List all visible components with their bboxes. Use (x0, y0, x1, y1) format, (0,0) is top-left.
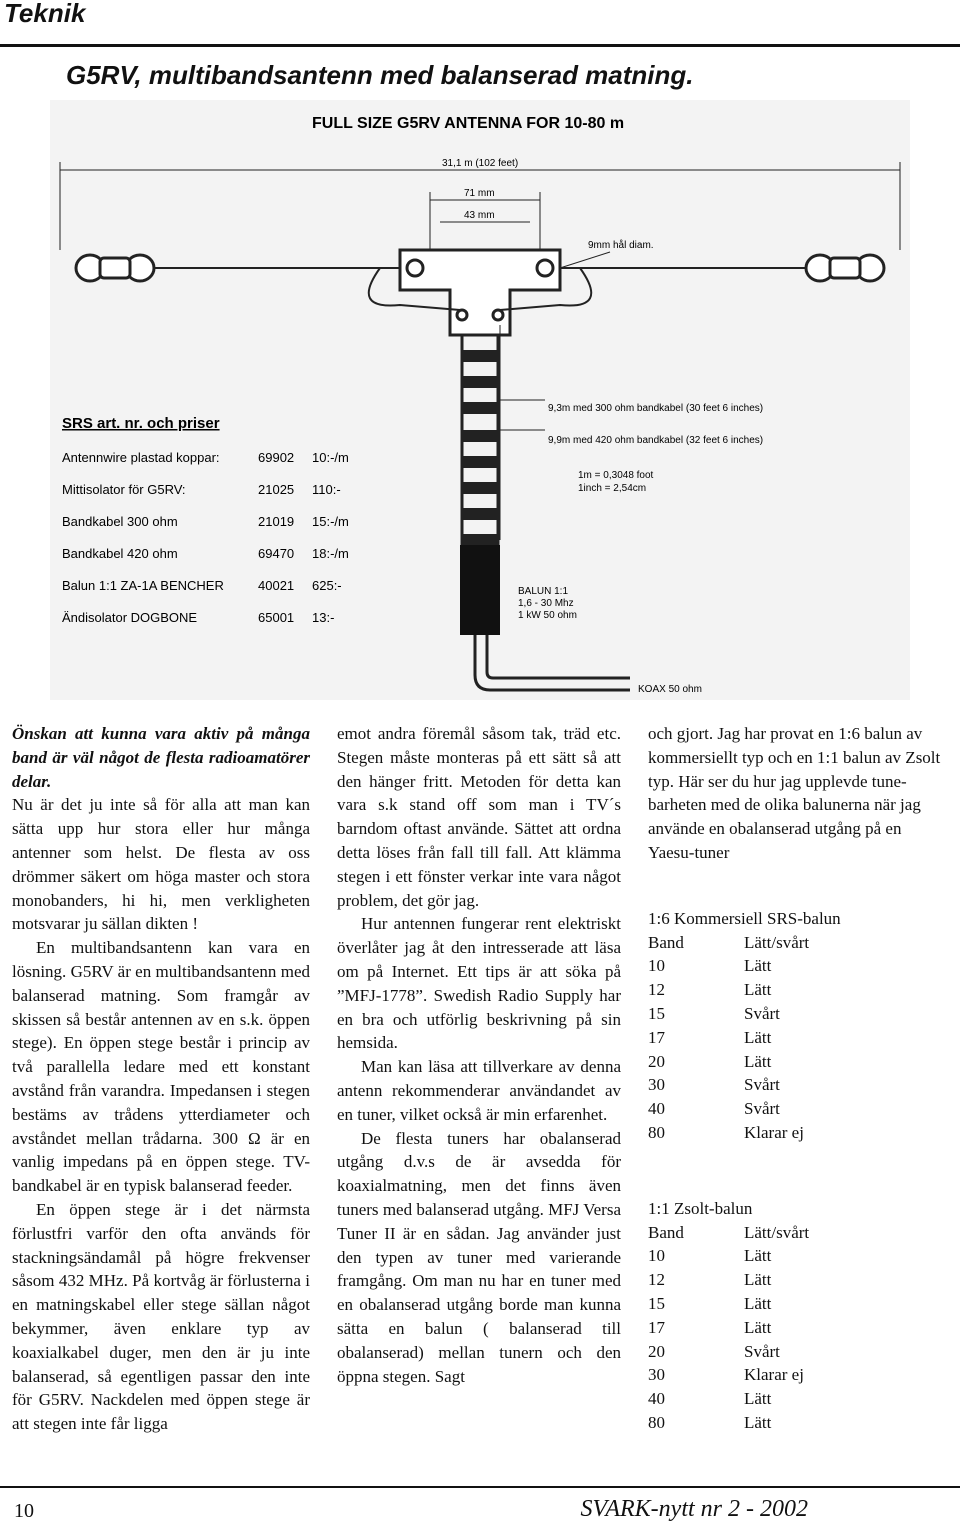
table-row (648, 1026, 809, 1050)
price-item: Bandkabel 300 ohm (62, 514, 178, 529)
table-title: 1:1 Zsolt-balun (648, 1198, 753, 1218)
paragraph: De flesta tuners har obalanserad utgång d.v.s de är avsedda för koaxialmatning, men det finns även tuners med balanserad utgång. MFJ Versa Tuner II är en sådan. Jag använder just den typen av tuner med varierande framgång. Om man nu har en tuner med en obalanserad utgång borde man kunna sätta en balun ( balanserad till obalanserad) mellan tunern och den öppna stegen. Sagt (337, 1128, 621, 1386)
band-cell: 40 (648, 1389, 665, 1409)
band-cell: 17 (648, 1317, 665, 1337)
price-nr: 40021 (258, 578, 295, 593)
price-value: 13:- (312, 610, 335, 625)
band-cell: 10 (648, 1246, 665, 1266)
band-cell: 20 (648, 1341, 665, 1361)
diagram-title: FULL SIZE G5RV ANTENNA FOR 10-80 m (312, 115, 625, 132)
header-rule (0, 44, 960, 47)
paragraph: Man kan läsa att tillverkare av denna antenn rekommenderar användandet av en tuner, vilket också är min erfarenhet. (337, 1057, 621, 1124)
table-row (648, 1097, 809, 1121)
table-row (648, 1050, 809, 1074)
dim-71: 71 mm (464, 188, 495, 199)
price-nr: 21019 (258, 514, 295, 529)
balun-label-3: 1 kW 50 ohm (518, 610, 577, 621)
table-row (648, 1363, 809, 1387)
section-header: Teknik (4, 0, 86, 28)
band-cell: 30 (648, 1075, 665, 1095)
price-item: Antennwire plastad koppar: (62, 450, 220, 465)
result-cell: Lätt (744, 956, 772, 976)
price-item: Ändisolator DOGBONE (62, 610, 198, 625)
table-row (648, 1121, 809, 1145)
result-cell: Lätt (744, 1270, 772, 1290)
price-value: 110:- (312, 482, 341, 497)
table-row (648, 1002, 809, 1026)
koax-label: KOAX 50 ohm (638, 684, 702, 695)
balun-table-2 (648, 1221, 809, 1435)
column-2 (337, 722, 621, 1388)
price-item: Mittisolator för G5RV: (62, 482, 186, 497)
band-cell: 30 (648, 1365, 665, 1385)
conversion-foot: 1m = 0,3048 foot (578, 470, 654, 481)
header-cell: Lätt/svårt (744, 932, 810, 952)
band-cell: 12 (648, 980, 665, 1000)
result-cell: Lätt (744, 1051, 772, 1071)
table-row (648, 1340, 809, 1364)
table-row (648, 954, 809, 978)
paragraph: En öppen stege är i det närmsta förlustfri varför den ofta används för stackningsändamål på högre frekvenser såsom 432 MHz. På kortvåg är förlusterna i en matningskabel eller stege sällan något bekymmer, även enklare typ av koaxialkabel duger, men den är ju inte balanserad, så egentligen passar den inte för G5RV. Nackdelen med öppen stege är att stegen inte får ligga (12, 1199, 310, 1434)
balun-label-2: 1,6 - 30 Mhz (518, 598, 574, 609)
band-cell: 80 (648, 1122, 665, 1142)
result-cell: Lätt (744, 1317, 772, 1337)
table-row (648, 1268, 809, 1292)
dim-total: 31,1 m (102 feet) (442, 158, 519, 169)
paragraph: och gjort. Jag har provat en 1:6 balun av kommersiellt typ och en 1:1 balun av Zsolt typ. Här ser du hur jag upplevde tune-barheten med de olika balunerna när jag använde en obalanserad utgång på en Yaesu-tuner (648, 724, 941, 862)
prices-title: SRS art. nr. och priser (62, 415, 220, 432)
band-cell: 12 (648, 1270, 665, 1290)
result-cell: Lätt (744, 1412, 772, 1432)
price-value: 18:-/m (312, 546, 349, 561)
price-nr: 21025 (258, 482, 295, 497)
article-title: G5RV, multibandsantenn med balanserad matning. (66, 60, 694, 90)
table-row (648, 1292, 809, 1316)
conversion-inch: 1inch = 2,54cm (578, 483, 647, 494)
dim-43: 43 mm (464, 210, 495, 221)
header-cell: Band (648, 932, 684, 952)
ladder-420-label: 9,9m med 420 ohm bandkabel (32 feet 6 inches) (548, 435, 764, 446)
result-cell: Klarar ej (744, 1122, 804, 1142)
table-row (648, 1411, 809, 1435)
result-cell: Lätt (744, 980, 772, 1000)
price-nr: 69902 (258, 450, 295, 465)
header-cell: Lätt/svårt (744, 1222, 810, 1242)
price-nr: 65001 (258, 610, 295, 625)
result-cell: Svårt (744, 1075, 780, 1095)
result-cell: Lätt (744, 1293, 772, 1313)
band-cell: 17 (648, 1027, 665, 1047)
paragraph: En multibandsantenn kan vara en lösning. G5RV är en multibandsantenn med balanserad matning. Som framgår av skissen så består antennen av en s.k. öppen stege). En öppen stege består i princip av två parallella ledare med ett konstant avstånd från varandra. Impedansen i stegen bestäms av trådens ytterdiameter och avståndet mellan trådarna. 300 Ω är en vanlig impedans på en öppen stege. TV-bandkabel är en typisk balanserad feeder. (12, 938, 310, 1196)
band-cell: 80 (648, 1412, 665, 1432)
band-cell: 15 (648, 1293, 665, 1313)
magazine-issue: SVARK-nytt nr 2 - 2002 (580, 1496, 808, 1522)
band-cell: 15 (648, 1003, 665, 1023)
price-value: 10:-/m (312, 450, 349, 465)
table-row (648, 978, 809, 1002)
price-item: Balun 1:1 ZA-1A BENCHER (62, 578, 224, 593)
footer-rule (0, 1486, 960, 1488)
column-1 (12, 722, 310, 1436)
price-value: 625:- (312, 578, 342, 593)
table-header-row (648, 1221, 809, 1245)
band-cell: 10 (648, 956, 665, 976)
paragraph: Nu är det ju inte så för alla att man kan sätta upp hur stora eller hur många antenner som helst. De flesta av oss drömmer säkert om höga master och stora monobanders, hi hi, men verkligheten motsvarar ju sällan dikten ! (12, 795, 310, 934)
result-cell: Lätt (744, 1027, 772, 1047)
antenna-diagram (50, 100, 910, 700)
result-cell: Svårt (744, 1099, 780, 1119)
band-cell: 40 (648, 1099, 665, 1119)
page-number: 10 (14, 1500, 34, 1522)
table-title: 1:6 Kommersiell SRS-balun (648, 908, 841, 928)
balun-table-1 (648, 931, 809, 1145)
balun-label-1: BALUN 1:1 (518, 586, 569, 597)
table-row (648, 1316, 809, 1340)
result-cell: Svårt (744, 1003, 780, 1023)
header-cell: Band (648, 1222, 684, 1242)
table-row (648, 1387, 809, 1411)
hole-label: 9mm hål diam. (588, 240, 654, 251)
price-nr: 69470 (258, 546, 295, 561)
table-header-row (648, 931, 809, 955)
paragraph: emot andra föremål såsom tak, träd etc. Stegen måste monteras på ett sätt så att den hänger fritt. Metoden för detta kan vara s.k stand off som man i TV´s barndom oftast använde. Sättet att ordna detta löses från fall till fall. Att klämma stegen i ett fönster verkar inte vara något problem, det gör jag. (337, 724, 621, 910)
intro-text: Önskan att kunna vara aktiv på många band är väl något de flesta radioamatörer delar. (12, 724, 310, 791)
result-cell: Klarar ej (744, 1365, 804, 1385)
price-item: Bandkabel 420 ohm (62, 546, 178, 561)
ladder-300-label: 9,3m med 300 ohm bandkabel (30 feet 6 inches) (548, 403, 764, 414)
price-value: 15:-/m (312, 514, 349, 529)
result-cell: Lätt (744, 1389, 772, 1409)
column-3 (648, 722, 948, 1435)
result-cell: Svårt (744, 1341, 780, 1361)
result-cell: Lätt (744, 1246, 772, 1266)
paragraph: Hur antennen fungerar rent elektriskt överlåter jag åt den intresserade att läsa om på Internet. Ett tips är att söka på ”MFJ-1778”. Swedish Radio Supply har en bra och utförlig beskrivning på sin hemsida. (337, 914, 621, 1053)
table-row (648, 1073, 809, 1097)
band-cell: 20 (648, 1051, 665, 1071)
table-row (648, 1244, 809, 1268)
